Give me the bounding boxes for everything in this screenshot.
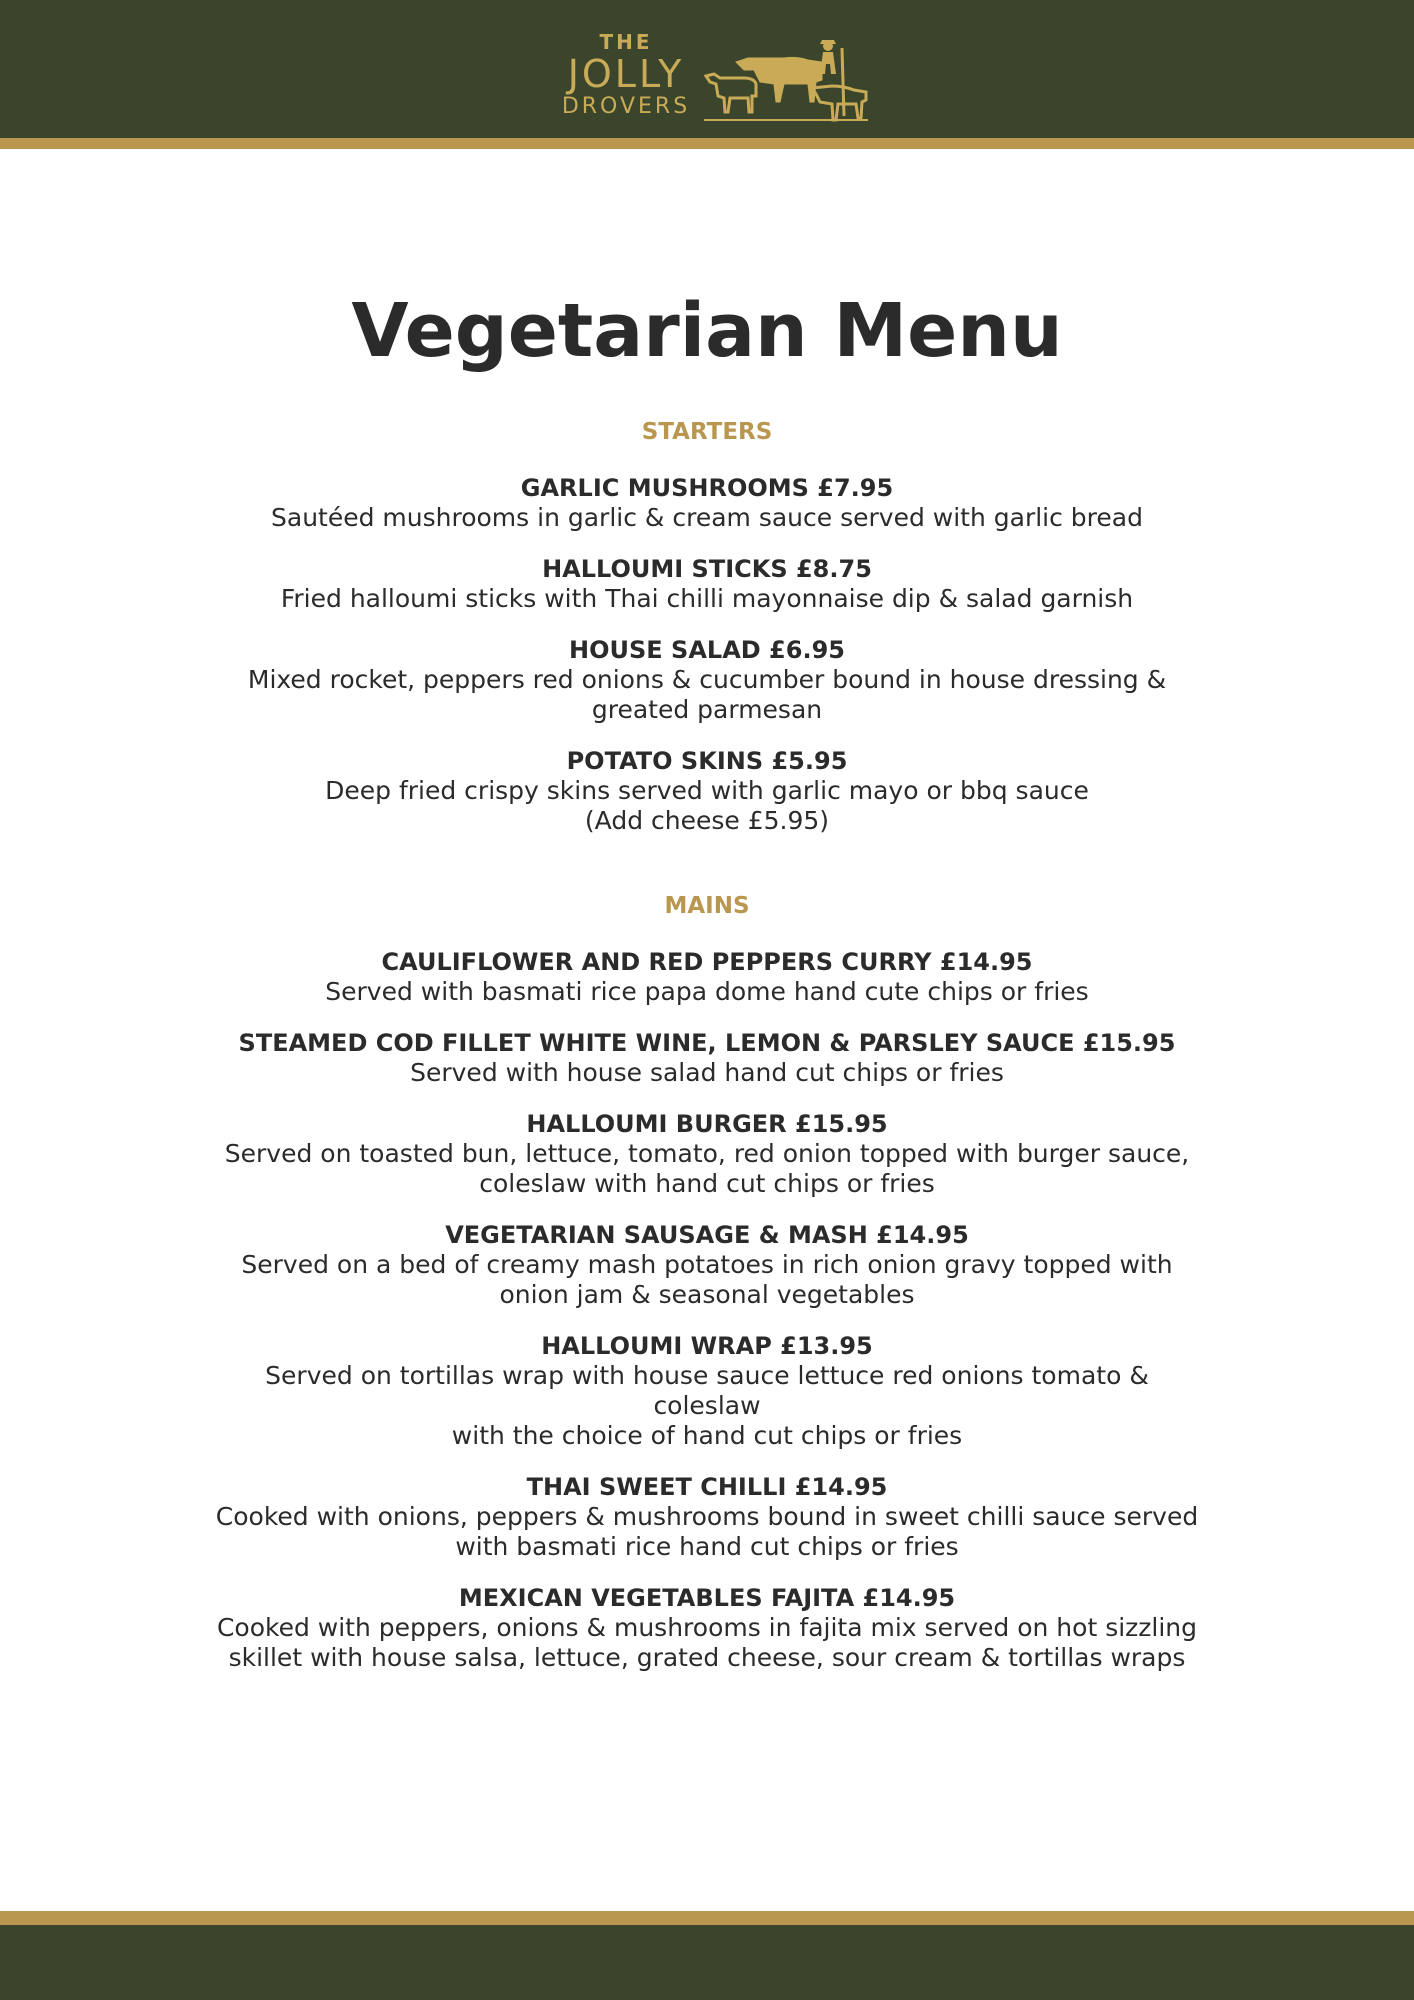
- menu-item-description: Served on toasted bun, lettuce, tomato, red onion topped with burger sauce, coleslaw with hand cut chips or fries: [224, 1139, 1190, 1198]
- footer-bar: [0, 1925, 1414, 2000]
- menu-item-description: Served on tortillas wrap with house sauce lettuce red onions tomato & coleslaw with the choice of hand cut chips or fries: [265, 1361, 1149, 1450]
- menu-item: [150, 1331, 1264, 1451]
- menu-item-description: Mixed rocket, peppers red onions & cucumber bound in house dressing & greated parmesan: [247, 665, 1167, 724]
- footer-gold-stripe: [0, 1911, 1414, 1925]
- menu-item-name: HALLOUMI WRAP £13.95: [541, 1332, 873, 1360]
- header-gold-stripe: [0, 138, 1414, 149]
- starters-section: [150, 417, 1264, 836]
- menu-item: [150, 746, 1264, 836]
- menu-item-description: Cooked with onions, peppers & mushrooms bound in sweet chilli sauce served with basmati rice hand cut chips or fries: [215, 1502, 1199, 1561]
- page-title: Vegetarian Menu: [351, 288, 1063, 374]
- menu-item: [150, 947, 1264, 1007]
- logo-wordmark: [556, 30, 696, 120]
- menu-item-name: POTATO SKINS £5.95: [566, 747, 848, 775]
- menu-item-description: Served with basmati rice papa dome hand cute chips or fries: [325, 977, 1089, 1006]
- menu-item-description: Sautéed mushrooms in garlic & cream sauce served with garlic bread: [271, 503, 1143, 532]
- drover-cattle-icon: [704, 40, 868, 124]
- menu-content: [150, 285, 1264, 1694]
- menu-item: [150, 1472, 1264, 1562]
- menu-item-description: Served on a bed of creamy mash potatoes in rich onion gravy topped with onion jam & seasonal vegetables: [241, 1250, 1173, 1309]
- menu-item-name: HALLOUMI BURGER £15.95: [526, 1110, 888, 1138]
- header-bar: [0, 0, 1414, 138]
- mains-heading: MAINS: [664, 893, 750, 919]
- menu-item-name: GARLIC MUSHROOMS £7.95: [520, 474, 894, 502]
- jolly-drovers-logo: [556, 30, 868, 126]
- starters-heading: STARTERS: [641, 419, 773, 445]
- menu-item-description: Fried halloumi sticks with Thai chilli mayonnaise dip & salad garnish: [280, 584, 1134, 613]
- menu-item: [150, 1220, 1264, 1310]
- menu-item-name: CAULIFLOWER AND RED PEPPERS CURRY £14.95: [381, 948, 1033, 976]
- menu-item-name: MEXICAN VEGETABLES FAJITA £14.95: [458, 1584, 956, 1612]
- menu-item-name: VEGETARIAN SAUSAGE & MASH £14.95: [445, 1221, 969, 1249]
- mains-section: [150, 891, 1264, 1673]
- menu-item: [150, 554, 1264, 614]
- menu-item-name: STEAMED COD FILLET WHITE WINE, LEMON & PARSLEY SAUCE £15.95: [238, 1029, 1176, 1057]
- menu-item-description: Cooked with peppers, onions & mushrooms in fajita mix served on hot sizzling skillet with house salsa, lettuce, grated cheese, sour cream & tortillas wraps: [216, 1613, 1198, 1672]
- menu-item: [150, 1583, 1264, 1673]
- menu-item: [150, 635, 1264, 725]
- menu-item-name: THAI SWEET CHILLI £14.95: [526, 1473, 888, 1501]
- section-spacer: [150, 857, 1264, 891]
- menu-item: [150, 1109, 1264, 1199]
- menu-item-description: Deep fried crispy skins served with garlic mayo or bbq sauce (Add cheese £5.95): [325, 776, 1089, 835]
- menu-item-name: HOUSE SALAD £6.95: [569, 636, 845, 664]
- logo-line-drovers: DROVERS: [561, 94, 691, 119]
- menu-item-description: Served with house salad hand cut chips or fries: [410, 1058, 1004, 1087]
- logo-line-jolly: JOLLY: [567, 52, 685, 96]
- menu-item-name: HALLOUMI STICKS £8.75: [542, 555, 872, 583]
- menu-item: [150, 1028, 1264, 1088]
- menu-item: [150, 473, 1264, 533]
- logo-line-the: THE: [599, 30, 653, 54]
